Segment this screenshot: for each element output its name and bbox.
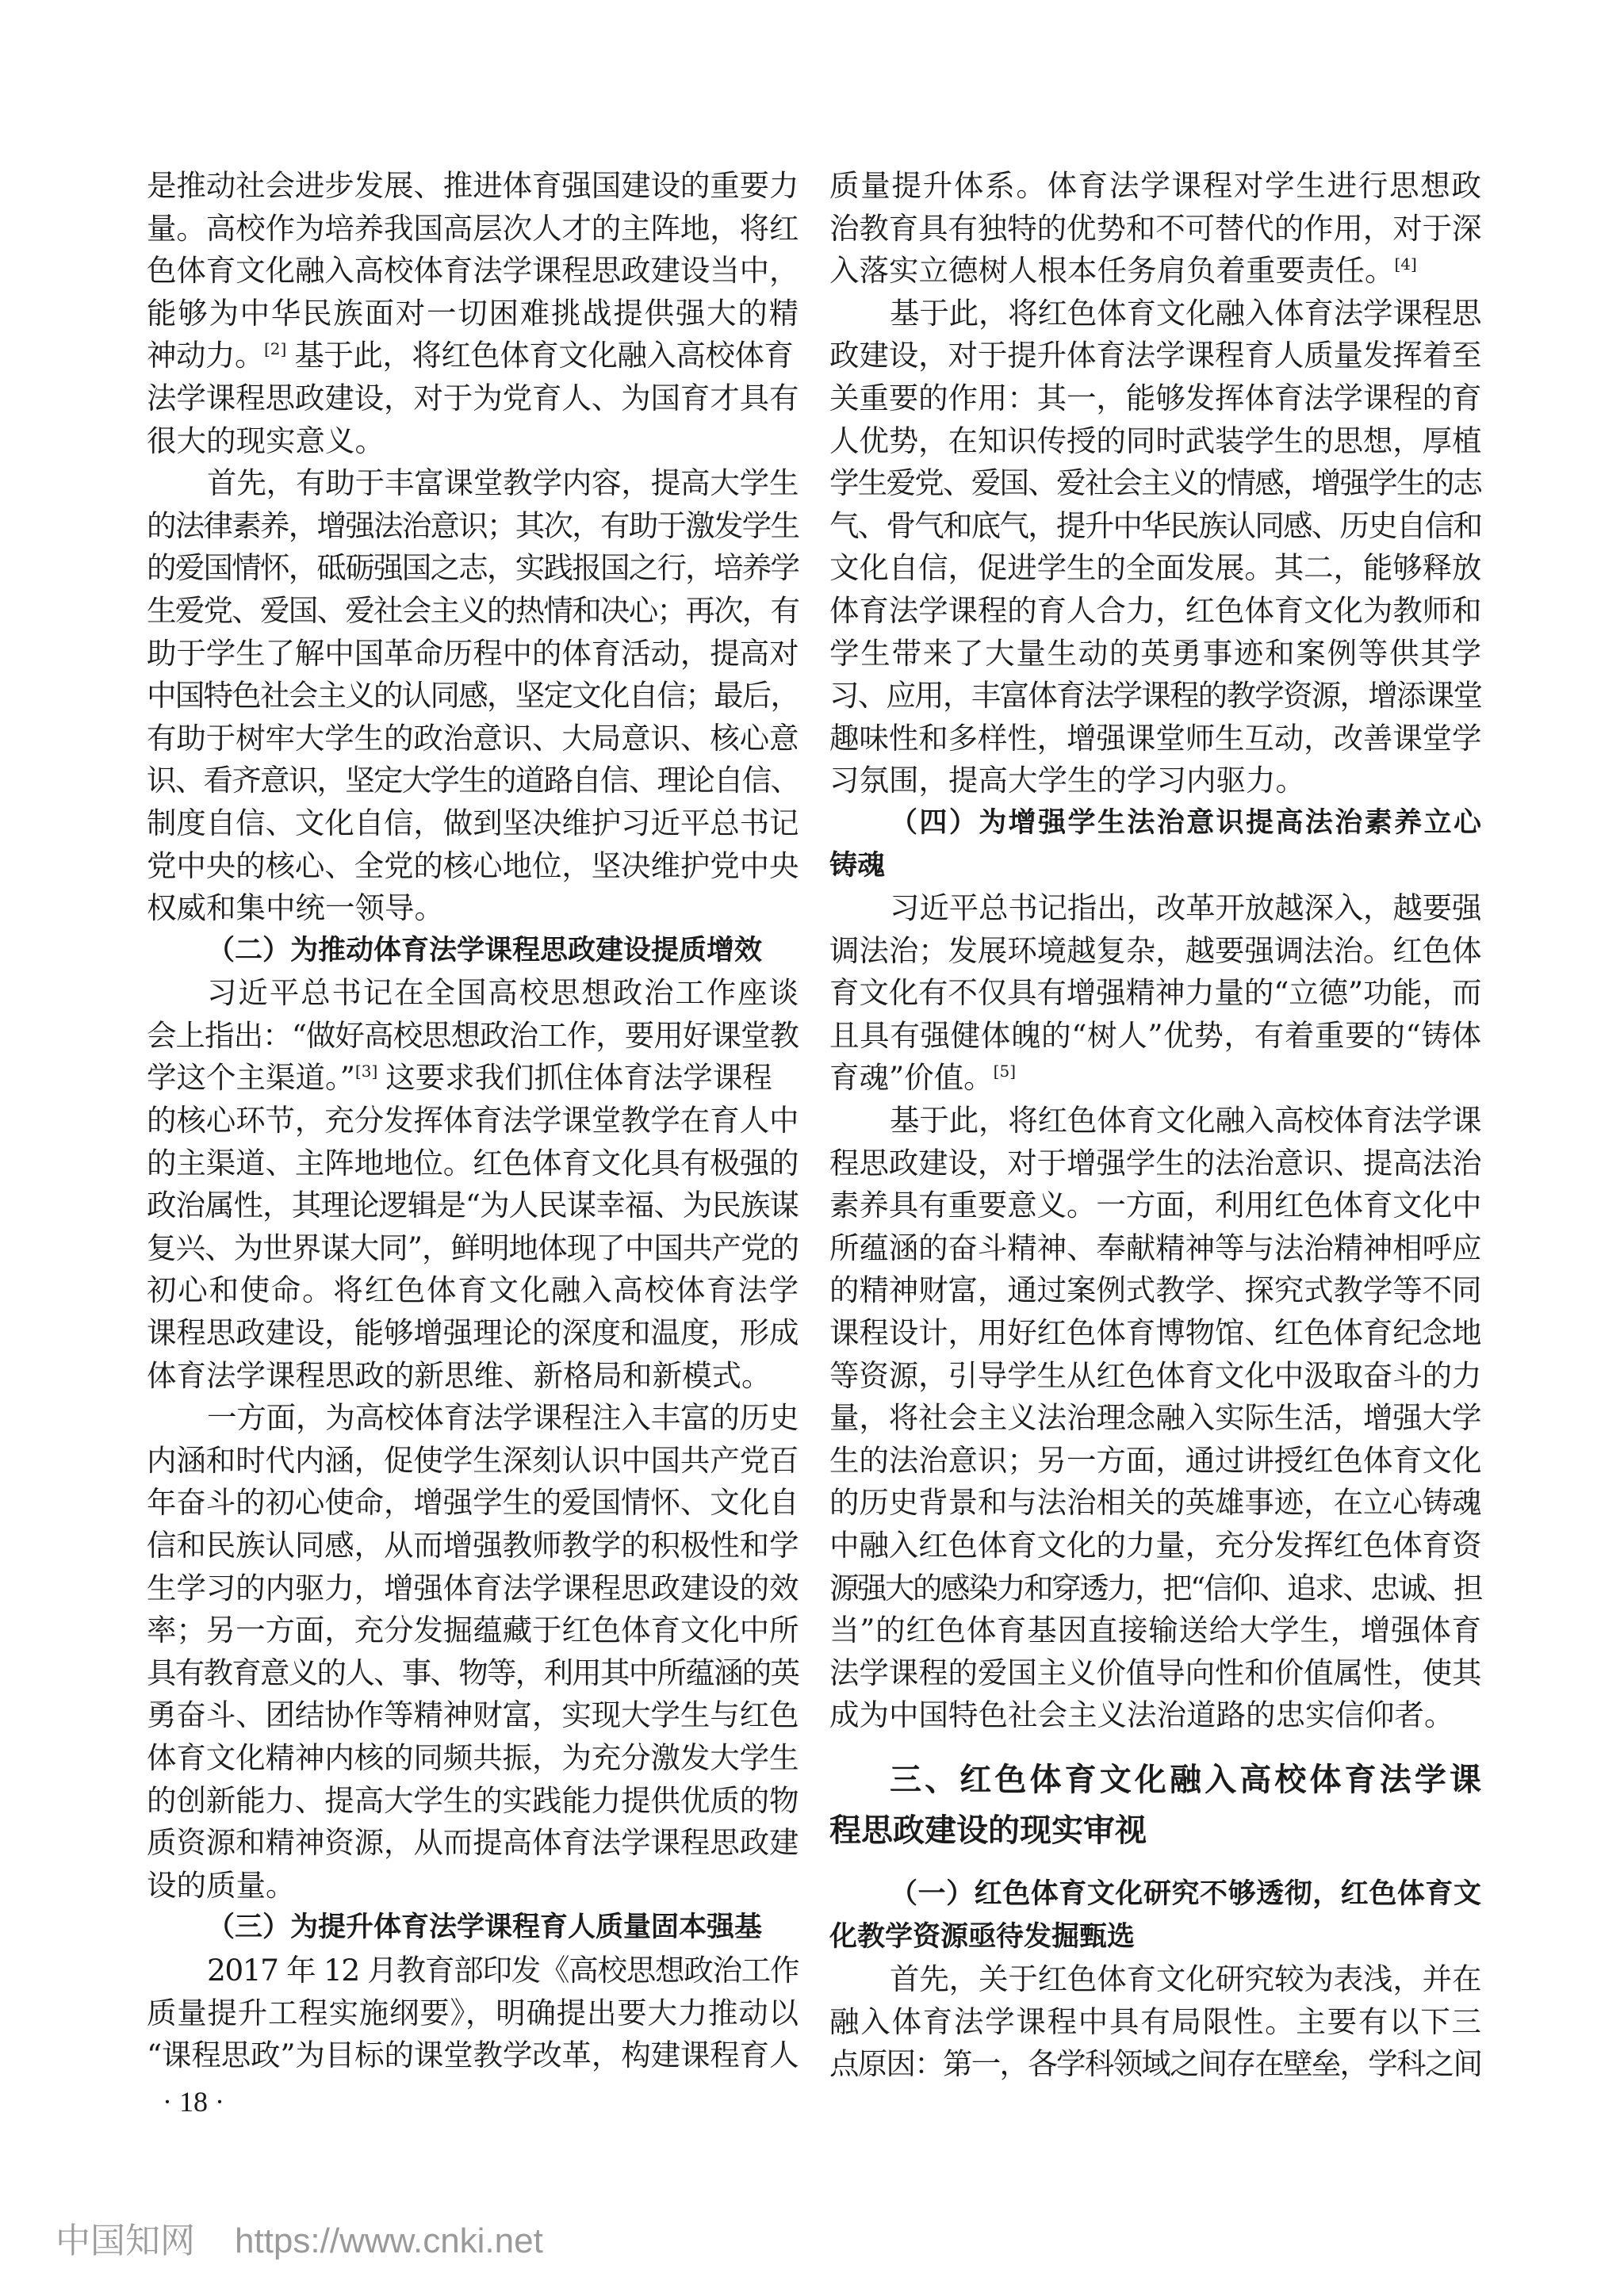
text-segment: 这要求我们抓住体育法学课程 (385, 1060, 772, 1096)
text-line (147, 335, 799, 377)
text-line: 助于学生了解中国革命历程中的体育活动，提高对 (147, 635, 799, 671)
text-line: 权威和集中统一领导。 (147, 890, 444, 926)
subsection-heading-line: （四）为增强学生法治意识提高法治素养立心 (890, 806, 1481, 839)
citation-reference[interactable]: [4] (1394, 254, 1417, 274)
text-line: 法学课程思政建设，对于为党育人、为国育才具有 (147, 380, 799, 415)
citation-reference[interactable]: [2] (264, 339, 287, 359)
text-line: 一方面，为高校体育法学课程注入丰富的历史 (207, 1400, 799, 1436)
text-line: 信和民族认同感，从而增强教师教学的积极性和学 (147, 1528, 799, 1563)
text-line: 的法律素养，增强法治意识；其次，有助于激发学生 (147, 507, 799, 543)
text-line: 习氛围，提高大学生的学习内驱力。 (829, 763, 1305, 798)
text-line: 制度自信、文化自信，做到坚决维护习近平总书记 (147, 805, 799, 840)
text-line: 能够为中华民族面对一切困难挑战提供强大的精 (147, 295, 799, 331)
text-line: 学生爱党、爱国、爱社会主义的情感，增强学生的志 (829, 465, 1481, 501)
text-line: 治教育具有独特的优势和不可替代的作用，对于深 (829, 210, 1481, 246)
text-segment: 入落实立德树人根本任务肩负着重要责任。 (829, 253, 1395, 289)
text-line: 首先，有助于丰富课堂教学内容，提高大学生 (207, 465, 799, 501)
left-column (147, 165, 799, 2077)
text-line: 生爱党、爱国、爱社会主义的热情和决心；再次，有 (147, 592, 799, 628)
text-line: 基于此，将红色体育文化融入高校体育法学课 (890, 1103, 1481, 1138)
text-line: 质量提升体系。体育法学课程对学生进行思想政 (829, 168, 1481, 203)
text-line: 内涵和时代内涵，促使学生深刻认识中国共产党百 (147, 1442, 799, 1478)
text-segment: 学这个主渠道。” (147, 1060, 355, 1096)
text-segment: 神动力。 (147, 338, 264, 373)
watermark-url[interactable]: https://www.cnki.net (235, 2221, 543, 2260)
text-line: 习、应用，丰富体育法学课程的教学资源，增添课堂 (829, 678, 1481, 714)
text-line: 融入体育法学课程中具有局限性。主要有以下三 (829, 2003, 1481, 2039)
text-segment: 育魂”价值。 (829, 1060, 994, 1096)
text-line: 2017 年 12 月教育部印发《高校思想政治工作 (207, 1952, 799, 1988)
text-segment: 基于此，将红色体育文化融入高校体育 (294, 338, 794, 373)
text-line: 政建设，对于提升体育法学课程育人质量发挥着至 (829, 338, 1481, 373)
text-line (829, 250, 1481, 293)
text-line: 量，将社会主义法治理念融入实际生活，增强大学 (829, 1400, 1481, 1436)
text-line: 具有教育意义的人、事、物等，利用其中所蕴涵的英 (147, 1655, 799, 1690)
text-line: 设的质量。 (147, 1867, 296, 1903)
text-line: 初心和使命。将红色体育文化融入高校体育法学 (147, 1272, 799, 1308)
text-line: 年奋斗的初心使命，增强学生的爱国情怀、文化自 (147, 1485, 799, 1521)
text-line: 源强大的感染力和穿透力，把“信仰、追求、忠诚、担 (829, 1570, 1481, 1605)
text-line: 质量提升工程实施纲要》，明确提出要大力推动以 (147, 1995, 799, 2030)
text-line: 很大的现实意义。 (147, 423, 385, 458)
text-line: 体育文化精神内核的同频共振，为充分激发大学生 (147, 1739, 799, 1775)
text-line: 习近平总书记在全国高校思想政治工作座谈 (207, 975, 799, 1011)
watermark-site-name: 中国知网 (56, 2221, 195, 2260)
text-line: 生的法治意识；另一方面，通过讲授红色体育文化 (829, 1442, 1481, 1478)
text-line: 的爱国情怀，砥砺强国之志，实践报国之行，培养学 (147, 550, 799, 586)
text-line: 调法治；发展环境越复杂，越要强调法治。红色体 (829, 932, 1481, 968)
text-line: 复兴、为世界谋大同”，鲜明地体现了中国共产党的 (147, 1230, 799, 1265)
text-line (147, 1057, 799, 1100)
text-line: 的主渠道、主阵地地位。红色体育文化具有极强的 (147, 1145, 799, 1181)
text-line: 关重要的作用：其一，能够发挥体育法学课程的育 (829, 380, 1481, 415)
text-line: 法学课程的爱国主义价值导向性和价值属性，使其 (829, 1655, 1481, 1690)
text-line: 的历史背景和与法治相关的英雄事迹，在立心铸魂 (829, 1485, 1481, 1521)
text-line: 中融入红色体育文化的力量，充分发挥红色体育资 (829, 1528, 1481, 1563)
text-line: 程思政建设，对于增强学生的法治意识、提高法治 (829, 1145, 1481, 1181)
subsection-heading: （二）为推动体育法学课程思政建设提质增效 (207, 934, 763, 966)
text-line: 会上指出：“做好高校思想政治工作，要用好课堂教 (147, 1017, 799, 1053)
text-line: 生学习的内驱力，增强体育法学课程思政建设的效 (147, 1570, 799, 1605)
text-line: 色体育文化融入高校体育法学课程思政建设当中， (147, 253, 799, 289)
text-line: 基于此，将红色体育文化融入体育法学课程思 (890, 295, 1481, 331)
text-line: 且具有强健体魄的“树人”优势，有着重要的“铸体 (829, 1017, 1481, 1053)
citation-reference[interactable]: [5] (993, 1062, 1017, 1081)
text-line: 中国特色社会主义的认同感，坚定文化自信；最后， (147, 678, 799, 714)
text-line: 勇奋斗、团结协作等精神财富，实现大学生与红色 (147, 1697, 799, 1733)
text-line: 育文化有不仅具有增强精神力量的“立德”功能，而 (829, 975, 1481, 1011)
text-line: “课程思政”为目标的课堂教学改革，构建课程育人 (147, 2038, 799, 2073)
text-line: 体育法学课程的育人合力，红色体育文化为教师和 (829, 592, 1481, 628)
subsection-heading-line: 化教学资源亟待发掘甄选 (829, 1920, 1136, 1953)
text-line: 的精神财富，通过案例式教学、探究式教学等不同 (829, 1272, 1481, 1308)
subsection-heading: （三）为提升体育法学课程育人质量固本强基 (207, 1911, 763, 1944)
page-number: · 18 · (163, 2086, 224, 2118)
text-line: 质资源和精神资源，从而提高体育法学课程思政建 (147, 1825, 799, 1861)
text-line: 政治属性，其理论逻辑是“为人民谋幸福、为民族谋 (147, 1188, 799, 1223)
watermark (56, 2212, 543, 2263)
text-line: 素养具有重要意义。一方面，利用红色体育文化中 (829, 1188, 1481, 1223)
text-line: 课程思政建设，能够增强理论的深度和温度，形成 (147, 1315, 799, 1351)
text-line: 习近平总书记指出，改革开放越深入，越要强 (890, 890, 1481, 926)
text-line: 首先，关于红色体育文化研究较为表浅，并在 (890, 1961, 1481, 1997)
text-line: 的创新能力、提高大学生的实践能力提供优质的物 (147, 1782, 799, 1818)
text-line: 点原因：第一，各学科领域之间存在壁垒，学科之间 (829, 2046, 1481, 2082)
text-line: 文化自信，促进学生的全面发展。其二，能够释放 (829, 550, 1481, 586)
text-line: 等资源，引导学生从红色体育文化中汲取奋斗的力 (829, 1357, 1481, 1393)
section-heading-line: 三、红色体育文化融入高校体育法学课 (890, 1761, 1481, 1798)
text-line: 学生带来了大量生动的英勇事迹和案例等供其学 (829, 635, 1481, 671)
text-line: 气、骨气和底气，提升中华民族认同感、历史自信和 (829, 507, 1481, 543)
text-line: 率；另一方面，充分发掘蕴藏于红色体育文化中所 (147, 1613, 799, 1648)
text-line: 是推动社会进步发展、推进体育强国建设的重要力 (147, 168, 799, 203)
text-line: 量。高校作为培养我国高层次人才的主阵地，将红 (147, 210, 799, 246)
text-line: 课程设计，用好红色体育博物馆、红色体育纪念地 (829, 1315, 1481, 1351)
text-line: 趣味性和多样性，增强课堂师生互动，改善课堂学 (829, 720, 1481, 756)
text-line: 体育法学课程思政的新思维、新格局和新模式。 (147, 1357, 772, 1393)
text-line (829, 1057, 1481, 1100)
citation-reference[interactable]: [3] (354, 1062, 378, 1081)
section-heading-line: 程思政建设的现实审视 (829, 1812, 1147, 1849)
text-line: 识、看齐意识，坚定大学生的道路自信、理论自信、 (147, 763, 799, 798)
text-line: 党中央的核心、全党的核心地位，坚决维护党中央 (147, 848, 799, 883)
text-line: 有助于树牢大学生的政治意识、大局意识、核心意 (147, 720, 799, 756)
right-column (829, 165, 1481, 2086)
text-line: 成为中国特色社会主义法治道路的忠实信仰者。 (829, 1697, 1454, 1733)
subsection-heading-line: 铸魂 (829, 849, 886, 882)
text-line: 当”的红色体育基因直接输送给大学生，增强体育 (829, 1613, 1481, 1648)
subsection-heading-line: （一）红色体育文化研究不够透彻，红色体育文 (890, 1877, 1481, 1910)
text-line: 的核心环节，充分发挥体育法学课堂教学在育人中 (147, 1103, 799, 1138)
text-line: 所蕴涵的奋斗精神、奉献精神等与法治精神相呼应 (829, 1230, 1481, 1265)
text-line: 人优势，在知识传授的同时武装学生的思想，厚植 (829, 423, 1481, 458)
